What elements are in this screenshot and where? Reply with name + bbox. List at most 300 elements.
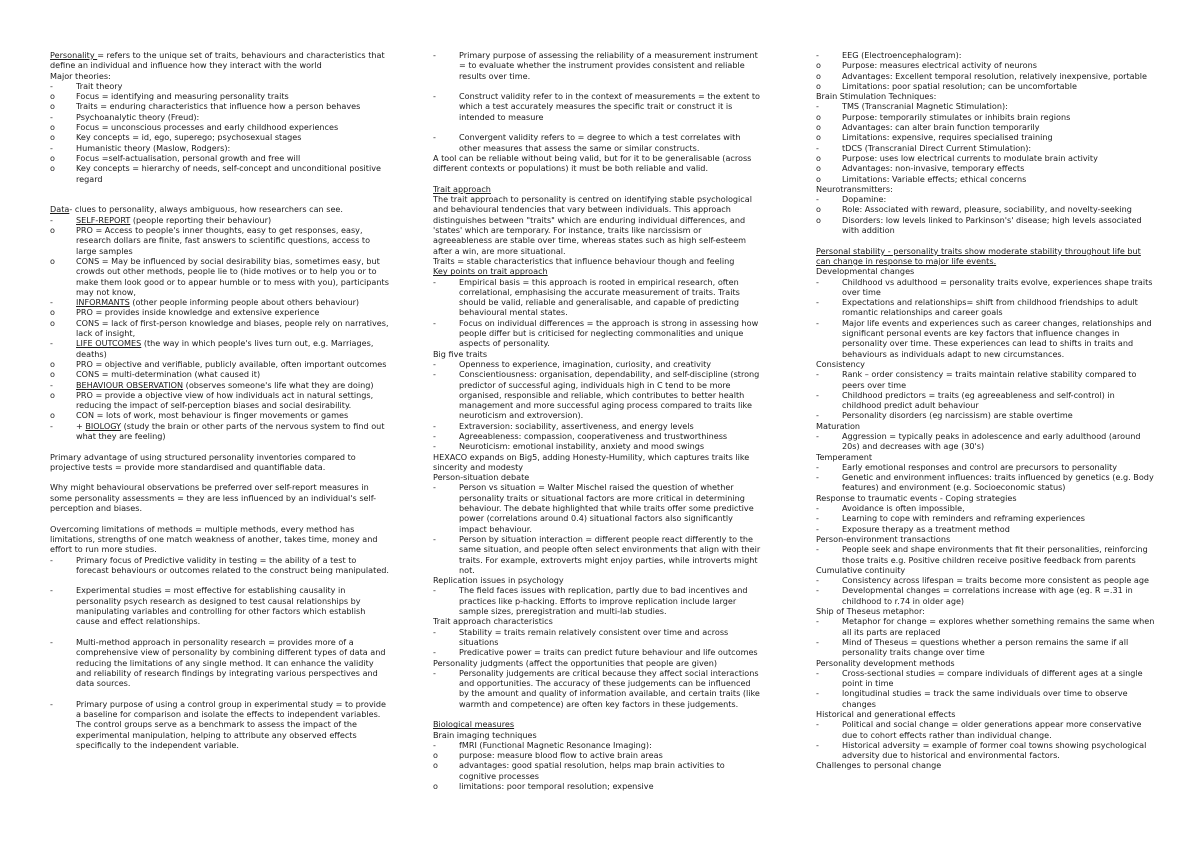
body-text: Multi-method approach in personality research = provides more of a comprehensive view of personality by combining different types of data and reducing the limitations of any single method. It can enhance the validity and reliability of research findings by integrating various perspectives and data sources. [76,636,386,689]
bullet-marker: o [816,132,821,143]
dash-list-item [816,740,1156,761]
body-text: Overcoming limitations of methods = multiple methods, every method has limitations, strengths of one match weakness of another, takes time, money and effort to run more studies. [50,523,378,555]
dash-list-item [433,91,763,122]
body-text: Stability = traits remain relatively consistent over time and across situations [459,626,729,647]
body-text: Focus on individual differences = the approach is strong in assessing how people differ but is criticised for neglecting commonalities and unique aspects of personality. [459,317,759,349]
underlined-heading: Personality [50,50,98,60]
dash-list-item [433,318,763,349]
dash-marker: - [50,142,53,153]
paragraph [50,524,390,555]
body-text: Big five traits [433,348,488,359]
dash-list-item [50,555,390,576]
dash-list-item [433,482,763,533]
dash-list-item [433,534,763,575]
body-text: Genetic and environment influences: traits influenced by genetics (e.g. Body features) and environment (e.g. Socioeconomic status) [842,472,1154,493]
spacer [50,627,390,637]
paragraph [433,575,763,585]
paragraph [433,256,763,266]
bullet-marker: o [50,163,55,174]
bullet-marker: o [50,307,55,318]
dash-marker: - [50,420,53,431]
prefix-text: + [76,420,86,431]
dash-list-item [816,462,1156,472]
body-text: Predicative power = traits can predict future behaviour and life outcomes [459,647,758,658]
body-text: Humanistic theory (Maslow, Rodgers): [76,142,231,153]
bullet-marker: o [50,317,55,328]
bullet-list-item [50,132,390,142]
bullet-list-item [50,256,390,297]
bullet-marker: o [50,132,55,143]
dash-marker: - [816,739,819,750]
body-text: Historical adversity = example of former coal towns showing psychological adversity due to historical and environmental factors. [842,739,1147,761]
bullet-marker: o [816,122,821,133]
underlined-heading: SELF-REPORT [76,214,131,225]
dash-list-item [816,637,1156,658]
body-text: Mind of Theseus = questions whether a person remains the same if all personality traits change over time [842,636,1129,658]
bullet-marker: o [50,389,55,400]
dash-list-item [433,740,763,750]
paragraph [816,606,1156,616]
dash-list-item [50,380,390,390]
dash-list-item [816,688,1156,709]
dash-marker: - [433,132,436,143]
body-text: limitations: poor temporal resolution; expensive [459,781,654,792]
spacer [50,194,390,204]
body-text: Focus = unconscious processes and early childhood experiences [76,122,339,133]
spacer [433,122,763,132]
dash-marker: - [816,503,819,514]
dash-list-item [816,143,1156,153]
paragraph [816,184,1156,194]
body-text: Ship of Theseus metaphor: [816,606,925,617]
body-text: Replication issues in psychology [433,575,564,586]
dash-marker: - [816,636,819,647]
body-text: (other people informing people about others behaviour) [129,297,360,308]
bullet-marker: o [816,60,821,71]
underlined-heading: Key points on trait approach [433,266,548,277]
dash-marker: - [50,111,53,122]
body-text: Developmental changes [816,266,915,277]
dash-list-item [433,627,763,648]
body-text: TMS (Transcranial Magnetic Stimulation): [842,101,1008,112]
dash-marker: - [816,50,819,60]
dash-list-item [816,719,1156,740]
paragraph [50,204,390,214]
dash-marker: - [816,719,819,730]
dash-list-item [50,421,390,442]
dash-list-item [816,503,1156,513]
paragraph [433,452,763,473]
paragraph [433,184,763,194]
body-text: The trait approach to personality is centred on identifying stable psychological and behavioural tendencies that vary between individuals. This approach distinguishes between "traits" which are enduring individual differences, and 'states' which are temporary. For instance, traits like narcissism or agreeableness are stable over time, whereas states such as high self-esteem after a win, are more situational. [433,194,752,256]
body-text: Key concepts = hierarchy of needs, self-concept and unconditional positive regard [76,163,381,184]
body-text: CONS = lack of first-person knowledge and biases, people rely on narratives, lack of insight, [76,317,389,339]
body-text: (people reporting their behaviour) [130,214,272,225]
spacer [50,688,390,698]
bullet-list-item [50,91,390,101]
bullet-marker: o [50,122,55,133]
dash-marker: - [433,91,436,102]
paragraph [433,719,763,729]
dash-marker: - [816,688,819,699]
bullet-list-item [50,390,390,411]
dash-marker: - [816,297,819,308]
dash-marker: - [816,544,819,555]
body-text: Advantages: can alter brain function temporarily [842,122,1040,133]
dash-marker: - [816,369,819,380]
dash-marker: - [816,194,819,205]
paragraph [816,709,1156,719]
body-text: Dopamine: [842,194,887,205]
body-text: PRO = provides inside knowledge and extensive experience [76,307,320,318]
bullet-marker: o [816,163,821,174]
paragraph [433,194,763,256]
body-text: purpose: measure blood flow to active brain areas [459,750,663,761]
body-text: The field faces issues with replication, partly due to bad incentives and practices like p-hacking. Efforts to improve replication include larger sample sizes, preregistration and multi-lab studies. [459,585,748,617]
body-text: Agreeableness: compassion, cooperativeness and trustworthiness [459,430,728,441]
bullet-list-item [816,174,1156,184]
dash-list-item [816,101,1156,111]
dash-list-item [816,513,1156,523]
body-text: Childhood predictors = traits (eg agreeableness and self-control) in childhood predict adult behaviour [842,389,1115,411]
bullet-marker: o [816,173,821,184]
dash-list-item [816,369,1156,390]
body-text: Purpose: temporarily stimulates or inhibits brain regions [842,111,1071,122]
body-text: Neurotransmitters: [816,183,893,194]
body-text: Traits = enduring characteristics that influence how a person behaves [76,101,361,112]
body-text: Challenges to personal change [816,760,942,771]
spacer [816,235,1156,245]
bullet-list-item [50,122,390,132]
body-text: Disorders: low levels linked to Parkinson's' disease; high levels associated with addition [842,214,1142,236]
dash-marker: - [433,585,436,596]
body-text: Metaphor for change = explores whether something remains the same when all its parts are replaced [842,616,1155,637]
dash-marker: - [816,430,819,441]
paragraph [50,50,390,71]
bullet-list-item [433,750,763,760]
body-text: Response to traumatic events - Coping strategies [816,492,1017,503]
bullet-marker: o [816,70,821,81]
body-text: PRO = Access to people's inner thoughts, easy to get responses, easy, research dollars are finite, fast answers to scientific questions, access to large samples [76,225,371,256]
bullet-list-item [816,71,1156,81]
body-text: Limitations: Variable effects; ethical concerns [842,173,1027,184]
body-text: Openness to experience, imagination, curiosity, and creativity [459,358,712,369]
bullet-marker: o [816,111,821,122]
dash-marker: - [433,739,436,750]
dash-marker: - [816,667,819,678]
dash-marker: - [50,297,53,308]
dash-marker: - [816,389,819,400]
notes-column-1 [50,50,390,750]
body-text: advantages: good spatial resolution, helps map brain activities to cognitive processes [459,760,725,781]
body-text: Extraversion: sociability, assertiveness, and energy levels [459,420,694,431]
dash-marker: - [50,338,53,349]
dash-marker: - [816,317,819,328]
dash-list-item [816,410,1156,420]
paragraph [816,452,1156,462]
bullet-marker: o [816,204,821,215]
dash-marker: - [433,420,436,431]
body-text: CONS = May be influenced by social desirability bias, sometimes easy, but crowds out other methods, people lie to (hide motives or to help you or to make them look good or to appear humble or to mess with you), participants may not know, [76,255,389,297]
dash-list-item [816,616,1156,637]
body-text: Neuroticism: emotional instability, anxiety and mood swings [459,441,705,452]
body-text: A tool can be reliable without being valid, but for it to be generalisable (across different contexts or populations) it must be both reliable and valid. [433,152,752,174]
body-text: Focus = identifying and measuring personality traits [76,91,289,102]
dash-list-item [433,369,763,420]
body-text: Political and social change = older generations appear more conservative due to cohort effects rather than individual change. [842,719,1142,740]
body-text: Maturation [816,420,861,431]
dash-marker: - [816,101,819,112]
dash-marker: - [50,636,53,647]
spacer [50,575,390,585]
dash-list-item [433,441,763,451]
dash-marker: - [433,276,436,287]
body-text: Early emotional responses and control are precursors to personality [842,461,1118,472]
bullet-list-item [433,760,763,781]
dash-list-item [50,699,390,750]
underlined-heading: Biological measures [433,719,515,730]
paragraph [50,482,390,513]
underlined-heading: INFORMANTS [76,297,130,308]
dash-marker: - [816,616,819,627]
dash-list-item [816,318,1156,359]
dash-list-item [433,50,763,81]
body-text: Consistency [816,358,865,369]
body-text: Expectations and relationships= shift from childhood friendships to adult romantic relationships and career goals [842,297,1138,318]
bullet-list-item [816,81,1156,91]
bullet-marker: o [50,369,55,380]
body-text: Trait approach characteristics [433,616,553,627]
body-text: Conscientiousness: organisation, dependability, and self-discipline (strong predictor of successful aging, individuals high in C tend to be more organised, responsible and reliable, which contributes to better health management and more successful aging process compared to traits like neuroticism and extroversion). [459,369,760,421]
body-text: Historical and generational effects [816,709,956,719]
body-text: Childhood vs adulthood = personality traits evolve, experiences shape traits over time [842,276,1153,297]
dash-list-item [816,390,1156,411]
body-text: (study the brain or other parts of the nervous system to find out what they are feeling) [76,420,385,441]
dash-list-item [50,143,390,153]
body-text: Advantages: Excellent temporal resolution, relatively inexpensive, portable [842,70,1147,81]
dash-list-item [433,277,763,318]
paragraph [433,616,763,626]
paragraph [433,349,763,359]
body-text: Personality disorders (eg narcissism) are stable overtime [842,410,1073,421]
dash-list-item [816,194,1156,204]
dash-list-item [816,575,1156,585]
dash-list-item [50,585,390,626]
bullet-marker: o [50,91,55,102]
bullet-list-item [816,60,1156,70]
body-text: Temperament [816,451,873,462]
dash-list-item [50,637,390,688]
dash-marker: - [433,358,436,369]
dash-list-item [816,277,1156,298]
dash-marker: - [433,482,436,493]
dash-marker: - [816,276,819,287]
paragraph [433,472,763,482]
underlined-heading: BIOLOGY [85,420,122,431]
spacer [433,709,763,719]
spacer [433,174,763,184]
bullet-list-item [816,112,1156,122]
bullet-marker: o [50,358,55,369]
underlined-heading: LIFE OUTCOMES [76,338,142,349]
dash-list-item [816,297,1156,318]
dash-list-item [816,50,1156,60]
dash-marker: - [816,575,819,586]
body-text: PRO = provide a objective view of how individuals act in natural settings, reducing the impact of self-perception biases and social desirability. [76,389,374,411]
dash-marker: - [816,142,819,153]
dash-list-item [816,668,1156,689]
dash-marker: - [50,379,53,390]
body-text: Convergent validity refers to = degree to which a test correlates with other measures that assess the same or similar constructs. [459,132,741,153]
body-text: Trait theory [76,80,123,91]
body-text: fMRI (Functional Magnetic Resonance Imaging): [459,739,652,750]
bullet-list-item [816,163,1156,173]
body-text: Empirical basis = this approach is rooted in empirical research, often correlational, emphasising the accurate measurement of traits. Traits should be valid, reliable and generalisable, and capable of predicting behavioural mental states. [459,276,740,318]
notes-column-2 [433,50,763,791]
bullet-marker: o [433,760,438,771]
body-text: Rank – order consistency = traits maintain relative stability compared to peers over time [842,369,1137,390]
body-text: = refers to the unique set of traits, behaviours and characteristics that define an individual and influence how they interact with the world [50,50,385,71]
dash-list-item [433,431,763,441]
body-text: Focus =self-actualisation, personal growth and free will [76,152,301,163]
bullet-list-item [50,307,390,317]
bullet-list-item [433,781,763,791]
bullet-marker: o [50,225,55,236]
paragraph [433,153,763,174]
dash-list-item [433,668,763,709]
spacer [50,441,390,451]
bullet-list-item [50,153,390,163]
bullet-list-item [816,122,1156,132]
dash-list-item [816,544,1156,565]
body-text: Person-environment transactions [816,533,951,544]
dash-list-item [433,132,763,153]
dash-list-item [433,585,763,616]
paragraph [816,565,1156,575]
dash-marker: - [433,441,436,452]
underlined-heading: Personal stability - personality traits show moderate stability throughout life but can change in response to major life events. [816,245,1141,266]
bullet-list-item [50,369,390,379]
bullet-list-item [816,132,1156,142]
dash-list-item [50,215,390,225]
dash-list-item [50,338,390,359]
body-text: CONS = multi-determination (what caused it) [76,369,261,380]
body-text: People seek and shape environments that fit their personalities, reinforcing those traits e.g. Positive children receive positive feedback from parents [842,544,1148,565]
bullet-list-item [50,410,390,420]
paragraph [816,91,1156,101]
dash-marker: - [50,554,53,565]
dash-list-item [433,647,763,657]
paragraph [816,658,1156,668]
dash-marker: - [433,430,436,441]
dash-marker: - [433,369,436,380]
bullet-marker: o [816,214,821,225]
bullet-list-item [816,204,1156,214]
paragraph [433,266,763,276]
underlined-heading: Data [50,204,70,215]
dash-list-item [816,431,1156,452]
paragraph [816,359,1156,369]
body-text: Major theories: [50,70,111,81]
dash-list-item [816,524,1156,534]
paragraph [816,760,1156,770]
body-text: Cumulative continuity [816,564,906,575]
body-text: Traits = stable characteristics that influence behaviour though and feeling [433,255,735,266]
dash-marker: - [50,585,53,596]
dash-marker: - [433,667,436,678]
body-text: Purpose: uses low electrical currents to modulate brain activity [842,152,1098,163]
body-text: tDCS (Transcranial Direct Current Stimulation): [842,142,1032,153]
body-text: Personality judgements are critical because they affect social interactions and opportunities. The accuracy of these judgements can be influenced by the amount and quality of information available, and certain traits (like warmth and competence) are often key factors in these judgements. [459,667,760,709]
dash-marker: - [816,410,819,421]
body-text: Person by situation interaction = different people react differently to the same situation, and people often select environments that align with their traits. For example, extroverts might enjoy parties, while introverts might not. [459,533,761,575]
body-text: Personality judgments (affect the opportunities that people are given) [433,657,718,668]
bullet-list-item [50,163,390,184]
paragraph [816,266,1156,276]
dash-marker: - [433,647,436,658]
paragraph [816,493,1156,503]
bullet-marker: o [433,781,438,792]
bullet-list-item [50,101,390,111]
body-text: Psychoanalytic theory (Freud): [76,111,200,122]
body-text: Why might behavioural observations be preferred over self-report measures in some personality assessments = they are less influenced by an individual's self-perception and biases. [50,482,377,514]
dash-marker: - [816,585,819,596]
dash-list-item [816,472,1156,493]
body-text: Advantages: non-invasive, temporary effects [842,163,1025,174]
dash-marker: - [816,523,819,534]
paragraph [50,71,390,81]
body-text: Primary purpose of using a control group in experimental study = to provide a baseline for comparison and isolate the effects to independent variables. The control groups serve as a benchmark to assess the impact of the experimental manipulation, helping to attribute any observed effects specifically to the independent variable. [76,698,387,750]
bullet-list-item [816,215,1156,236]
body-text: Primary focus of Predictive validity in testing = the ability of a test to forecast behaviours or outcomes related to the construct being manipulated. [76,554,390,575]
dash-marker: - [816,461,819,472]
body-text: Key concepts = id, ego, superego; psychosexual stages [76,132,302,143]
body-text: Avoidance is often impossible, [842,503,965,514]
body-text: Limitations: expensive, requires specialised training [842,132,1053,143]
paragraph [433,730,763,740]
paragraph [50,452,390,473]
body-text: Purpose: measures electrical activity of neurons [842,60,1037,71]
dash-marker: - [816,472,819,483]
bullet-marker: o [50,255,55,266]
spacer [50,184,390,194]
bullet-marker: o [816,152,821,163]
dash-marker: - [50,80,53,91]
body-text: Cross-sectional studies = compare individuals of different ages at a single point in time [842,667,1143,689]
body-text: - clues to personality, always ambiguous, how researchers can see. [69,204,343,215]
dash-list-item [50,81,390,91]
paragraph [433,658,763,668]
paragraph [816,246,1156,267]
spacer [433,81,763,91]
dash-marker: - [433,50,436,60]
dash-list-item [816,585,1156,606]
body-text: Personality development methods [816,657,955,668]
dash-list-item [433,421,763,431]
underlined-heading: Trait approach [433,183,491,194]
bullet-marker: o [50,410,55,421]
dash-marker: - [816,513,819,524]
dash-marker: - [433,533,436,544]
bullet-marker: o [50,101,55,112]
spacer [50,513,390,523]
dash-marker: - [433,317,436,328]
bullet-list-item [816,153,1156,163]
body-text: Aggression = typically peaks in adolescence and early adulthood (around 20s) and decreases with age (30's) [842,430,1141,452]
bullet-list-item [50,318,390,339]
bullet-list-item [50,225,390,256]
bullet-list-item [50,359,390,369]
